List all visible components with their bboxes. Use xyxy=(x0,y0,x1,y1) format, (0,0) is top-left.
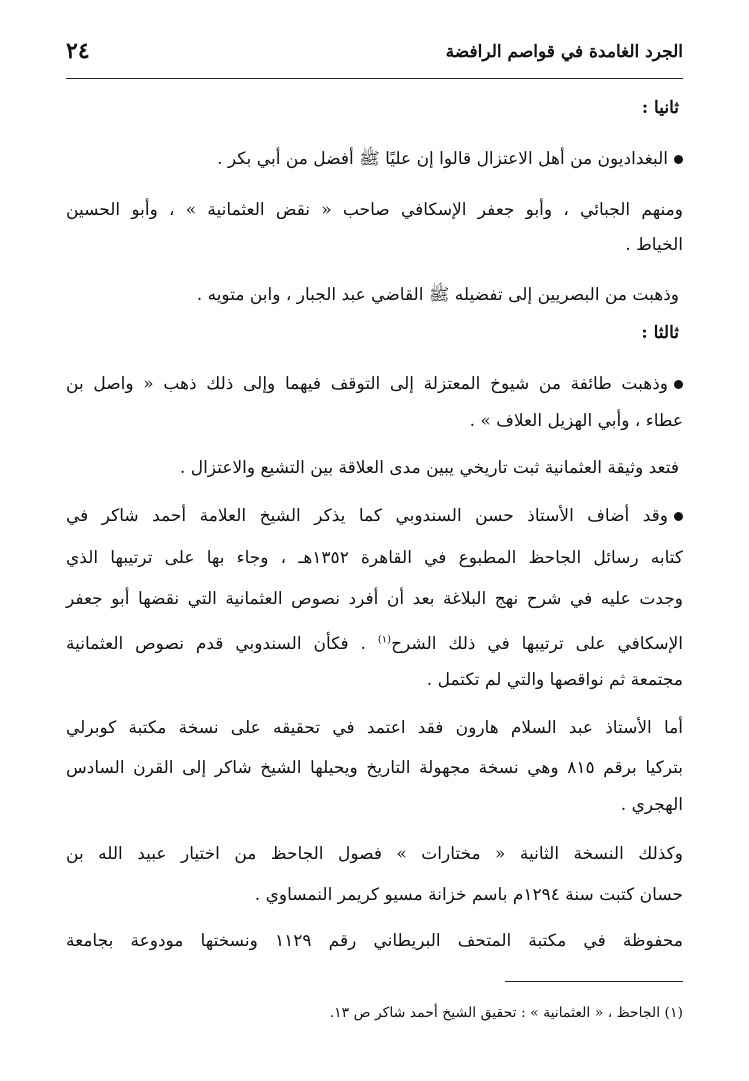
paragraph-line xyxy=(66,629,683,655)
section-heading-second: ثانيا : xyxy=(641,98,679,118)
paragraph-line: الهجري . xyxy=(620,795,683,815)
bullet-icon xyxy=(674,155,683,164)
footnote: (١) الجاحظ ، « العثمانية » : تحقيق الشيخ أحمد شاكر ص ١٣. xyxy=(329,1005,683,1021)
paragraph-line: حسان كتبت سنة ١٢٩٤م باسم خزانة مسيو كريمر النمساوي . xyxy=(254,885,683,905)
paragraph-line xyxy=(66,373,683,395)
bullet-icon xyxy=(674,512,683,521)
line-text: . فكأن السندوبي قدم نصوص العثمانية xyxy=(66,633,366,654)
footnote-rule xyxy=(505,981,683,982)
paragraph-line: وجدت عليه في شرح نهج البلاغة بعد أن أفرد نصوص العثمانية التي نقضها أبو جعفر xyxy=(66,589,683,609)
paragraph-line: ومنهم الجبائي ، وأبو جعفر الإسكافي صاحب « نقض العثمانية » ، وأبو الحسين xyxy=(66,200,683,220)
paragraph-line: محفوظة في مكتبة المتحف البريطاني رقم ١١٢٩ ونسختها مودوعة بجامعة xyxy=(66,931,683,951)
bullet-icon xyxy=(674,380,683,389)
paragraph-line: مجتمعة ثم نواقصها والتي لم تكتمل . xyxy=(426,670,683,690)
footnote-ref: (١) xyxy=(377,634,392,645)
paragraph-line: كتابه رسائل الجاحظ المطبوع في القاهرة ١٣٥٢هـ ، وجاء بها على ترتيبها الذي xyxy=(66,548,684,568)
paragraph-line xyxy=(66,505,683,527)
page-number: ٢٤ xyxy=(66,38,90,64)
section-heading-third: ثالثا : xyxy=(641,323,679,343)
line-text: الإسكافي على ترتيبها في ذلك الشرح xyxy=(391,633,684,654)
paragraph-line: فتعد وثيقة العثمانية ثبت تاريخي يبين مدى العلاقة بين التشيع والاعتزال . xyxy=(179,458,679,478)
paragraph-line: وذهبت من البصريين إلى تفضيله ﷺ القاضي عبد الجبار ، وابن متويه . xyxy=(196,285,679,305)
line-text: وقد أضاف الأستاذ حسن السندوبي كما يذكر الشيخ العلامة أحمد شاكر في xyxy=(66,506,668,526)
paragraph-line xyxy=(217,148,683,170)
book-title: الجرد الغامدة في قواصم الرافضة xyxy=(445,42,683,62)
paragraph-line: عطاء ، وأبي الهزيل العلاف » . xyxy=(469,411,683,431)
paragraph-line: أما الأستاذ عبد السلام هارون فقد اعتمد في تحقيقه على نسخة مكتبة كوبرلي xyxy=(66,718,683,738)
paragraph-line: الخياط . xyxy=(625,235,683,255)
paragraph-line: بتركيا برقم ٨١٥ وهي نسخة مجهولة التاريخ ويحيلها الشيخ شاكر إلى القرن السادس xyxy=(66,758,683,778)
header-rule xyxy=(66,78,683,79)
line-text: البغداديون من أهل الاعتزال قالوا إن عليًا ﷺ أفضل من أبي بكر . xyxy=(217,149,668,169)
paragraph-line: وكذلك النسخة الثانية « مختارات » فصول الجاحظ من اختيار عبيد الله بن xyxy=(66,844,683,864)
line-text: وذهبت طائفة من شيوخ المعتزلة إلى التوقف فيهما وإلى ذلك ذهب « واصل بن xyxy=(66,374,668,394)
running-header xyxy=(66,38,683,74)
